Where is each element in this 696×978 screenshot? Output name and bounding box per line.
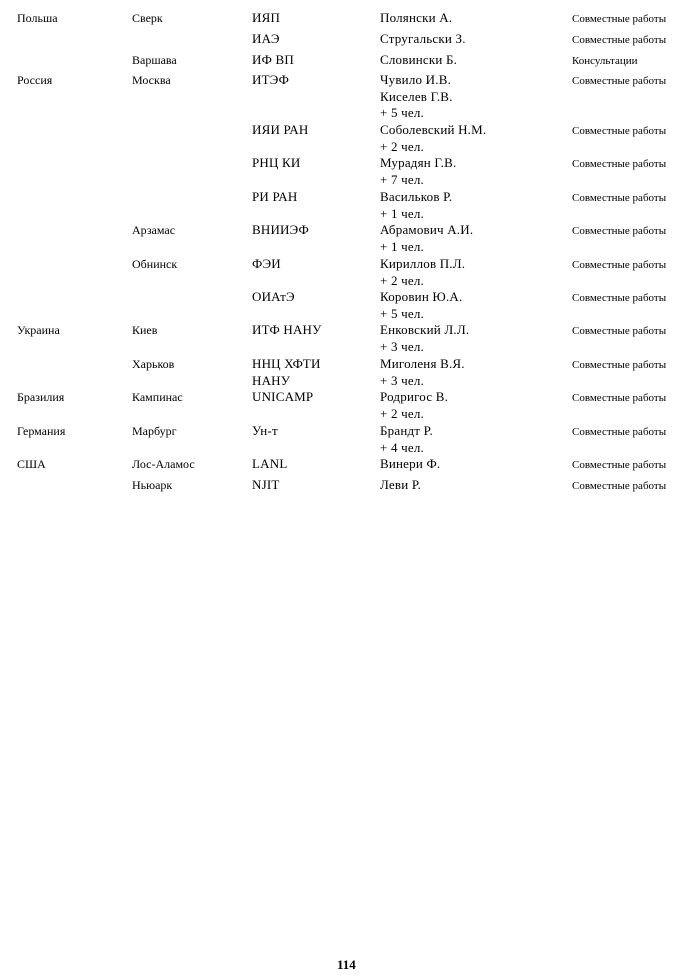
institute-cell [252, 322, 322, 339]
country-cell: Германия [17, 424, 66, 438]
contact-person-cell [380, 289, 462, 322]
contact-person-line: Соболевский Н.М. [380, 122, 487, 137]
contact-person-line: + 2 чел. [380, 405, 424, 421]
institute-line: ИТФ НАНУ [252, 322, 322, 337]
contact-person-line: + 2 чел. [380, 138, 424, 154]
country-cell: Бразилия [17, 390, 65, 404]
institute-line: РНЦ КИ [252, 155, 301, 170]
institute-line: LANL [252, 456, 288, 471]
institute-cell [252, 155, 301, 172]
city-cell: Варшава [132, 53, 177, 67]
collaboration-type-cell: Совместные работы [572, 359, 667, 371]
institute-cell [252, 31, 280, 48]
table-row [0, 477, 696, 517]
institute-cell [252, 52, 294, 69]
contact-person-line: + 2 чел. [380, 272, 424, 288]
contact-person-line: + 5 чел. [380, 305, 424, 321]
contact-person-line: + 3 чел. [380, 372, 424, 388]
country-cell: США [17, 457, 46, 471]
collaboration-type-cell: Совместные работы [572, 392, 667, 404]
institute-cell [252, 122, 308, 139]
contact-person-cell [380, 222, 473, 255]
city-cell: Москва [132, 73, 171, 87]
collaboration-type-cell: Совместные работы [572, 125, 667, 137]
contact-person-line: + 1 чел. [380, 238, 424, 254]
institute-line: ВНИИЭФ [252, 222, 309, 237]
institute-line: ОИАтЭ [252, 289, 295, 304]
city-cell: Марбург [132, 424, 177, 438]
institute-cell [252, 289, 295, 306]
institute-cell [252, 356, 321, 389]
institute-line: НАНУ [252, 372, 291, 388]
table-row [0, 72, 696, 120]
contact-person-cell [380, 72, 453, 122]
country-cell: Россия [17, 73, 53, 87]
city-cell: Арзамас [132, 223, 176, 237]
institute-cell [252, 189, 297, 206]
institute-line: РИ РАН [252, 189, 298, 204]
institute-line: ИФ ВП [252, 52, 294, 67]
institute-line: ИЯИ РАН [252, 122, 309, 137]
collaboration-type-cell: Совместные работы [572, 75, 667, 87]
contact-person-cell [380, 122, 486, 155]
contact-person-line: + 4 чел. [380, 439, 424, 455]
institute-cell [252, 10, 280, 27]
institute-line: ИАЭ [252, 31, 280, 46]
city-cell: Лос-Аламос [132, 457, 195, 471]
institute-line: ФЭИ [252, 256, 281, 271]
contact-person-line: + 7 чел. [380, 171, 424, 187]
page-number: 114 [337, 957, 356, 972]
contact-person-line: Брандт Р. [380, 423, 433, 438]
contact-person-line: Васильков Р. [380, 189, 453, 204]
city-cell: Сверк [132, 11, 163, 25]
contact-person-line: Мурадян Г.В. [380, 155, 457, 170]
city-cell: Кампинас [132, 390, 183, 404]
contact-person-cell [380, 155, 456, 188]
collaboration-type-cell: Совместные работы [572, 158, 667, 170]
contact-person-cell [380, 31, 466, 48]
institute-cell [252, 456, 287, 473]
institute-cell [252, 72, 289, 89]
contact-person-cell [380, 256, 465, 289]
contact-person-line: Стругальски З. [380, 31, 466, 46]
collaboration-type-cell: Совместные работы [572, 259, 667, 271]
contact-person-line: Леви Р. [380, 477, 422, 492]
collaboration-type-cell: Совместные работы [572, 325, 667, 337]
institute-line: NJIT [252, 477, 280, 492]
contact-person-line: Полянски А. [380, 10, 453, 25]
contact-person-line: Енковский Л.Л. [380, 322, 470, 337]
institute-cell [252, 423, 278, 440]
institute-line: ИТЭФ [252, 72, 290, 87]
contact-person-cell [380, 423, 433, 456]
contact-person-cell [380, 52, 457, 69]
institute-cell [252, 477, 280, 494]
country-cell: Польша [17, 11, 58, 25]
contact-person-line: Словински Б. [380, 52, 458, 67]
city-cell: Ньюарк [132, 478, 173, 492]
city-cell: Обнинск [132, 257, 178, 271]
contact-person-cell [380, 322, 469, 355]
institute-cell [252, 389, 313, 406]
institute-cell [252, 222, 309, 239]
contact-person-cell [380, 189, 452, 222]
contact-person-line: Абрамович А.И. [380, 222, 474, 237]
contact-person-line: + 3 чел. [380, 338, 424, 354]
collaboration-type-cell: Совместные работы [572, 34, 667, 46]
institute-line: ИЯП [252, 10, 281, 25]
city-cell: Киев [132, 323, 158, 337]
contact-person-cell [380, 456, 440, 473]
contact-person-line: + 1 чел. [380, 205, 424, 221]
contact-person-line: + 5 чел. [380, 105, 424, 120]
contact-person-line: Чувило И.В. [380, 72, 452, 87]
collaboration-type-cell: Совместные работы [572, 13, 667, 25]
country-cell: Украина [17, 323, 60, 337]
contact-person-cell [380, 477, 421, 494]
contact-person-cell [380, 356, 465, 389]
collaboration-type-cell: Совместные работы [572, 459, 667, 471]
institute-line: ННЦ ХФТИ [252, 356, 321, 371]
collaboration-type-cell: Совместные работы [572, 225, 667, 237]
collaboration-type-cell: Консультации [572, 55, 638, 67]
contact-person-line: Винери Ф. [380, 456, 441, 471]
contact-person-cell [380, 10, 452, 27]
collaboration-type-cell: Совместные работы [572, 292, 667, 304]
collaboration-type-cell: Совместные работы [572, 480, 667, 492]
institute-cell [252, 256, 281, 273]
institute-line: UNICAMP [252, 389, 314, 404]
contact-person-cell [380, 389, 448, 422]
contact-person-line: Коровин Ю.А. [380, 289, 463, 304]
contact-person-line: Миголеня В.Я. [380, 356, 465, 371]
institute-line: Ун-т [252, 423, 278, 438]
collaboration-type-cell: Совместные работы [572, 426, 667, 438]
contact-person-line: Родригос В. [380, 389, 449, 404]
collaboration-type-cell: Совместные работы [572, 192, 667, 204]
city-cell: Харьков [132, 357, 175, 371]
contact-person-line: Киселев Г.В. [380, 88, 453, 104]
contact-person-line: Кириллов П.Л. [380, 256, 466, 271]
